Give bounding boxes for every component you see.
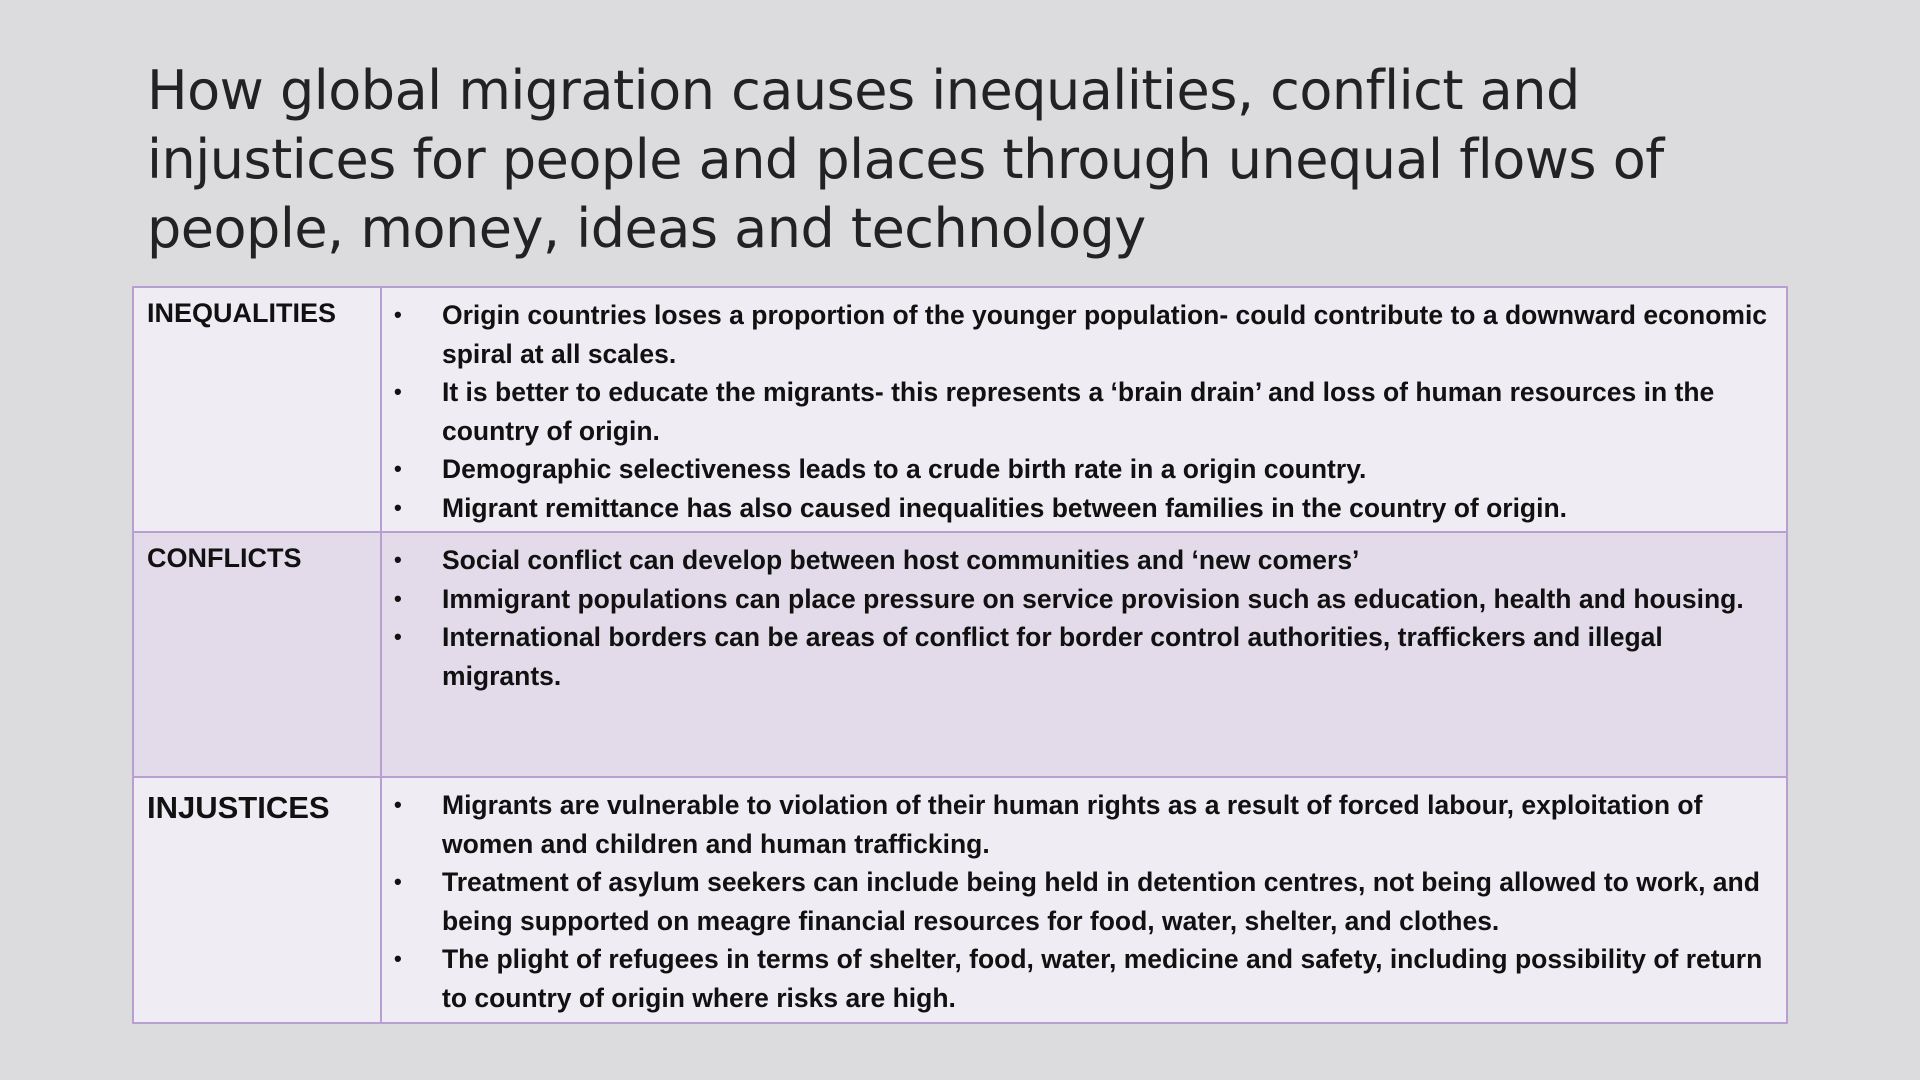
table-row-inequalities <box>133 287 1787 532</box>
bullet-list-injustices <box>382 786 1772 1017</box>
list-item: • Treatment of asylum seekers can include being held in detention centres, not being allowed to work, and being supported on meagre financial resources for food, water, shelter, and clothes. <box>382 863 1772 940</box>
points-cell-conflicts <box>381 532 1787 777</box>
bullet-icon: • <box>394 547 402 572</box>
bullet-icon: • <box>394 302 402 327</box>
category-conflicts: CONFLICTS <box>133 532 381 777</box>
list-item: • The plight of refugees in terms of shelter, food, water, medicine and safety, including possibility of return to country of origin where risks are high. <box>382 940 1772 1017</box>
bullet-icon: • <box>394 379 402 404</box>
bullet-icon: • <box>394 624 402 649</box>
list-item: • International borders can be areas of conflict for border control authorities, traffickers and illegal migrants. <box>382 618 1772 695</box>
table-row-injustices <box>133 777 1787 1023</box>
bullet-icon: • <box>394 869 402 894</box>
slide-title: How global migration causes inequalities, conflict and injustices for people and places through unequal flows of people, money, ideas and technology <box>147 59 1664 260</box>
points-cell-injustices <box>381 777 1787 1023</box>
bullet-icon: • <box>394 792 402 817</box>
bullet-list-conflicts <box>382 541 1772 695</box>
list-item: • Origin countries loses a proportion of the younger population- could contribute to a downward economic spiral at all scales. <box>382 296 1772 373</box>
bullet-icon: • <box>394 946 402 971</box>
bullet-list-inequalities <box>382 296 1772 527</box>
list-item: • Immigrant populations can place pressure on service provision such as education, health and housing. <box>382 580 1772 619</box>
table-row-conflicts <box>133 532 1787 777</box>
list-item: • Migrant remittance has also caused inequalities between families in the country of origin. <box>382 489 1772 528</box>
points-cell-inequalities <box>381 287 1787 532</box>
bullet-icon: • <box>394 585 402 611</box>
list-item: • Social conflict can develop between host communities and ‘new comers’ <box>382 541 1772 580</box>
list-item: • Demographic selectiveness leads to a crude birth rate in a origin country. <box>382 450 1772 489</box>
list-item: • It is better to educate the migrants- this represents a ‘brain drain’ and loss of human resources in the country of origin. <box>382 373 1772 450</box>
migration-effects-table <box>132 286 1788 1024</box>
category-injustices: INJUSTICES <box>133 777 381 1023</box>
bullet-icon: • <box>394 456 402 481</box>
list-item: • Migrants are vulnerable to violation of their human rights as a result of forced labour, exploitation of women and children and human trafficking. <box>382 786 1772 863</box>
bullet-icon: • <box>394 494 402 520</box>
category-inequalities: INEQUALITIES <box>133 287 381 532</box>
